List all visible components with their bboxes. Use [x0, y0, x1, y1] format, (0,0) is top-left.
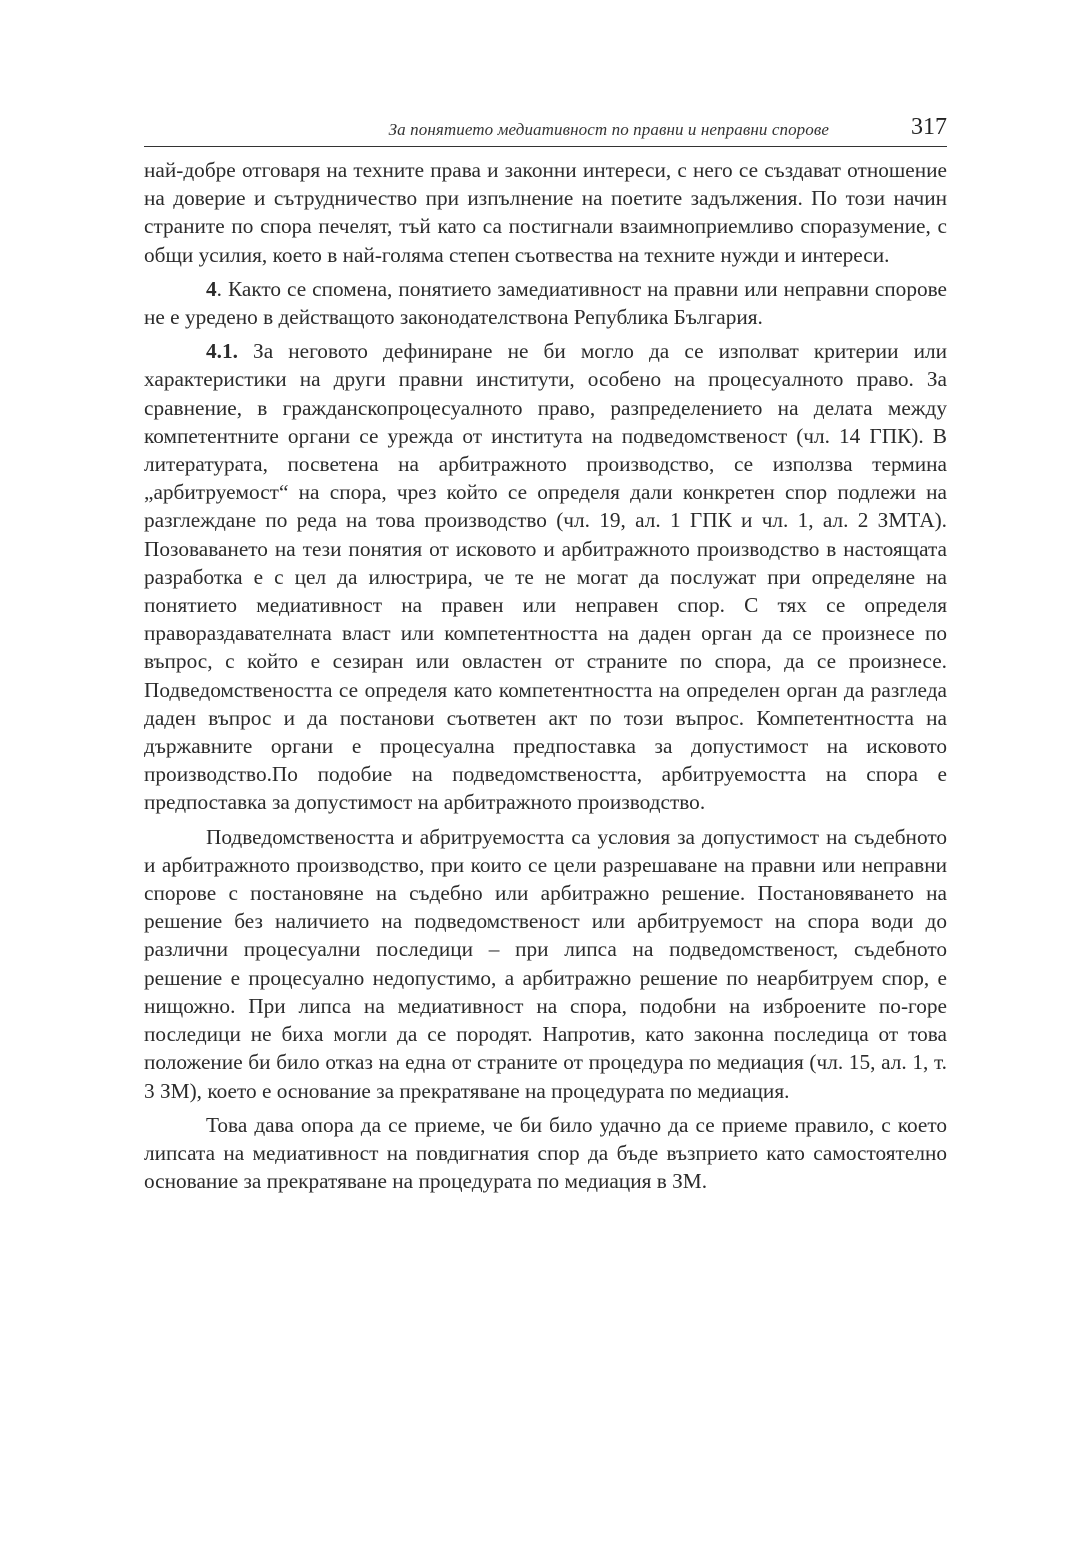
page-number: 317 [911, 114, 947, 140]
section-number: 4.1. [206, 339, 238, 364]
book-page [144, 112, 947, 1195]
paragraph-text: най-добре отговаря на техните права и законни интереси, с него се създават отношение на доверие и сътрудничество при изпълнение на поетите задължения. По този начин страните по спора печелят, тъй като са постигнали взаимноприемливо споразумение, с общи усилия, което в най-голяма степен съотвества на техните нужди и интереси. [144, 158, 947, 267]
paragraph-section-4-1 [144, 337, 947, 816]
paragraph-text: Това дава опора да се приеме, че би било удачно да се приеме правило, с което липсата на медиативност на повдигнатия спор да бъде възприето като самостоятелно основание за прекратяване на процедурата по медиация в ЗМ. [144, 1112, 947, 1194]
paragraph-section-4 [144, 275, 947, 331]
paragraph-text: . Както се спомена, понятието замедиативност на правни или неправни спорове не е уредено в действащото законодателствона Република България. [144, 276, 947, 330]
section-number: 4 [206, 276, 217, 301]
body-text [144, 156, 947, 1195]
paragraph-conclusion [144, 1111, 947, 1196]
paragraph-continuation [144, 156, 947, 269]
paragraph-text: За неговото дефиниране не би могло да се изполват критерии или характеристики на други правни институти, особено на процесуалното право. За сравнение, в гражданскопроцесуалното право, разпределението на делата между компетентните органи се урежда от института на подведомственост (чл. 14 ГПК). В литературата, посветена на арбитражното производство, се използва термина „арбитруемост“ на спора, чрез който се определя дали конкретен спор подлежи на разглеждане по реда на това производство (чл. 19, ал. 1 ГПК и чл. 1, ал. 2 ЗМТА). Позоваването на тези понятия от исковото и арбитражното производство в настоящата разработка е с цел да илюстрира, че те не могат да послужат при определяне на понятието медиативност на правен или неправен спор. С тях се определя правораздавателната власт или компетентността на даден орган да се произнесе по въпрос, с който е сезиран или овластен от страните по спора, да се произнесе. Подведомствеността се определя като компетентността на определен орган да разгледа даден въпрос и да постанови съответен акт по този въпрос. Компетентността на държавните органи е процесуална предпоставка за допустимост на исковото производство.По подобие на подведомствеността, арбитруемостта на спора е предпоставка за допустимост на арбитражното производство. [144, 339, 947, 815]
running-header [144, 112, 947, 147]
paragraph-admissibility [144, 823, 947, 1105]
paragraph-text: Подведомствеността и абритруемостта са условия за допустимост на съдебното и арбитражното производство, при които се цели разрешаване на правни или неправни спорове с постановяне на съдебно или арбитражно решение. Постановяването на решение без наличието на подведомственост или арбитруемост на спора води до различни процесуални последици – при липса на подведомственост, съдебното решение е процесуално недопустимо, а арбитражно решение по неарбитруем спор, е нищожно. При липса на медиативност на спора, подобни на изброените по-горе последици не биха могли да се породят. Напротив, като законна последица от това положение би било отказ на една от страните от процедура по медиация (чл. 15, ал. 1, т. 3 ЗМ), което е основание за прекратяване на процедурата по медиация. [144, 824, 947, 1103]
running-title: За понятието медиативност по правни и неправни спорове [388, 120, 829, 139]
